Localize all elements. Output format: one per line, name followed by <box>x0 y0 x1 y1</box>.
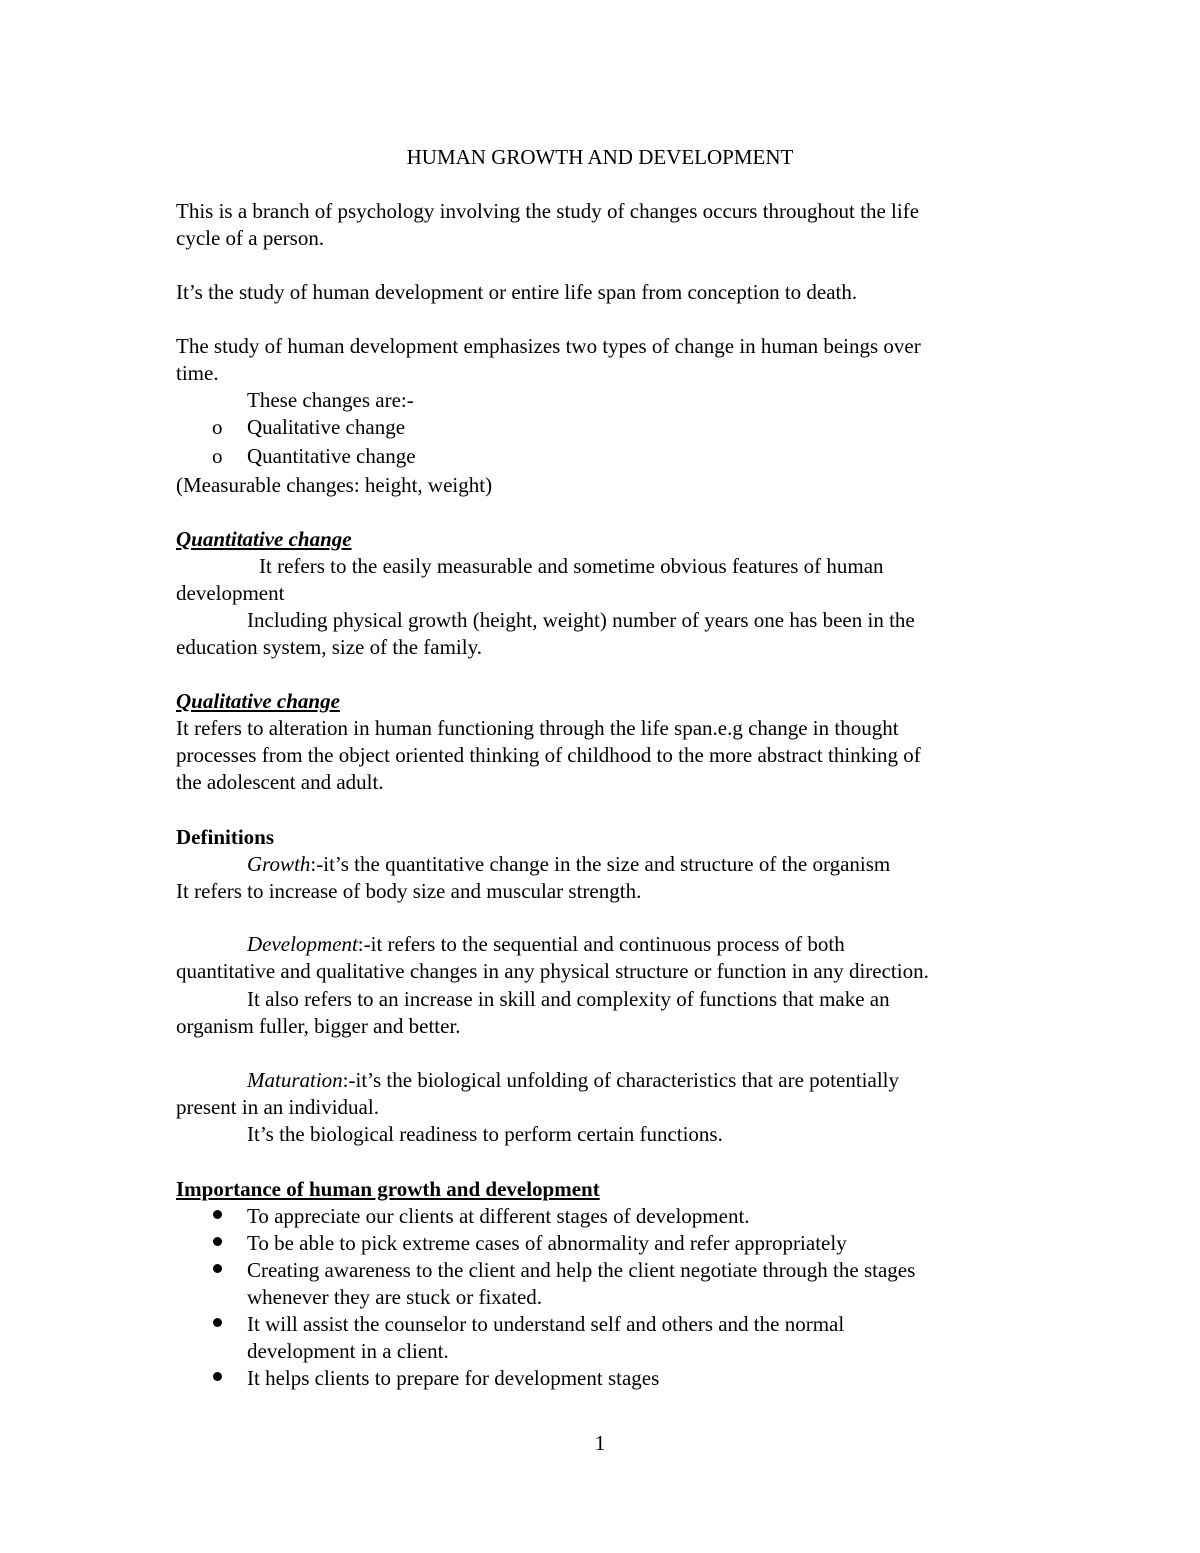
importance-item-continuation: whenever they are stuck or fixated. <box>247 1285 543 1309</box>
maturation-line-3: It’s the biological readiness to perform certain functions. <box>247 1122 723 1146</box>
definition-growth <box>247 851 890 878</box>
importance-heading: Importance of human growth and development <box>176 1177 600 1201</box>
intro-paragraph-2: It’s the study of human development or entire life span from conception to death. <box>176 280 858 304</box>
development-line-3: It also refers to an increase in skill and complexity of functions that make an <box>247 987 890 1011</box>
bullet-icon <box>213 1210 222 1219</box>
development-text: :-it refers to the sequential and continuous process of both <box>357 932 845 956</box>
development-term: Development <box>247 932 358 956</box>
bullet-icon <box>213 1318 222 1327</box>
definition-maturation <box>247 1067 899 1094</box>
list-marker-circle: o <box>212 444 223 468</box>
intro-paragraph-3-line-2: time. <box>176 361 219 385</box>
intro-paragraph-1-line-2: cycle of a person. <box>176 226 325 250</box>
quantitative-line: Including physical growth (height, weight) number of years one has been in the <box>247 608 915 632</box>
changes-intro: These changes are:- <box>247 388 414 412</box>
growth-line-2: It refers to increase of body size and muscular strength. <box>176 879 642 903</box>
growth-text: :-it’s the quantitative change in the size and structure of the organism <box>310 852 891 876</box>
importance-item: Creating awareness to the client and help the client negotiate through the stages <box>247 1258 916 1282</box>
development-line-4: organism fuller, bigger and better. <box>176 1014 461 1038</box>
intro-paragraph-3-line-1: The study of human development emphasizes two types of change in human beings over <box>176 334 921 358</box>
change-type-qualitative: Qualitative change <box>247 415 406 439</box>
importance-item: To appreciate our clients at different stages of development. <box>247 1204 750 1228</box>
quantitative-heading: Quantitative change <box>176 527 352 551</box>
definition-development <box>247 931 845 958</box>
development-line-2: quantitative and qualitative changes in any physical structure or function in any direction. <box>176 959 929 983</box>
importance-item: It helps clients to prepare for development stages <box>247 1366 660 1390</box>
list-marker-circle: o <box>212 415 223 439</box>
qualitative-heading: Qualitative change <box>176 689 340 713</box>
quantitative-line: education system, size of the family. <box>176 635 482 659</box>
qualitative-line: the adolescent and adult. <box>176 770 384 794</box>
intro-paragraph-1-line-1: This is a branch of psychology involving the study of changes occurs throughout the life <box>176 199 920 223</box>
measurable-note: (Measurable changes: height, weight) <box>176 473 493 497</box>
change-type-quantitative: Quantitative change <box>247 444 416 468</box>
importance-item: It will assist the counselor to understand self and others and the normal <box>247 1312 845 1336</box>
qualitative-line: It refers to alteration in human functioning through the life span.e.g change in thought <box>176 716 899 740</box>
maturation-line-2: present in an individual. <box>176 1095 379 1119</box>
maturation-text: :-it’s the biological unfolding of characteristics that are potentially <box>342 1068 899 1092</box>
qualitative-line: processes from the object oriented thinking of childhood to the more abstract thinking of <box>176 743 921 767</box>
bullet-icon <box>213 1237 222 1246</box>
bullet-icon <box>213 1372 222 1381</box>
page-number: 1 <box>594 1431 606 1455</box>
document-title: HUMAN GROWTH AND DEVELOPMENT <box>406 145 794 169</box>
importance-item-continuation: development in a client. <box>247 1339 449 1363</box>
maturation-term: Maturation <box>247 1068 343 1092</box>
growth-term: Growth <box>247 852 311 876</box>
importance-item: To be able to pick extreme cases of abnormality and refer appropriately <box>247 1231 847 1255</box>
bullet-icon <box>213 1264 222 1273</box>
quantitative-line: It refers to the easily measurable and sometime obvious features of human <box>259 554 884 578</box>
definitions-heading: Definitions <box>176 825 275 849</box>
quantitative-line: development <box>176 581 285 605</box>
